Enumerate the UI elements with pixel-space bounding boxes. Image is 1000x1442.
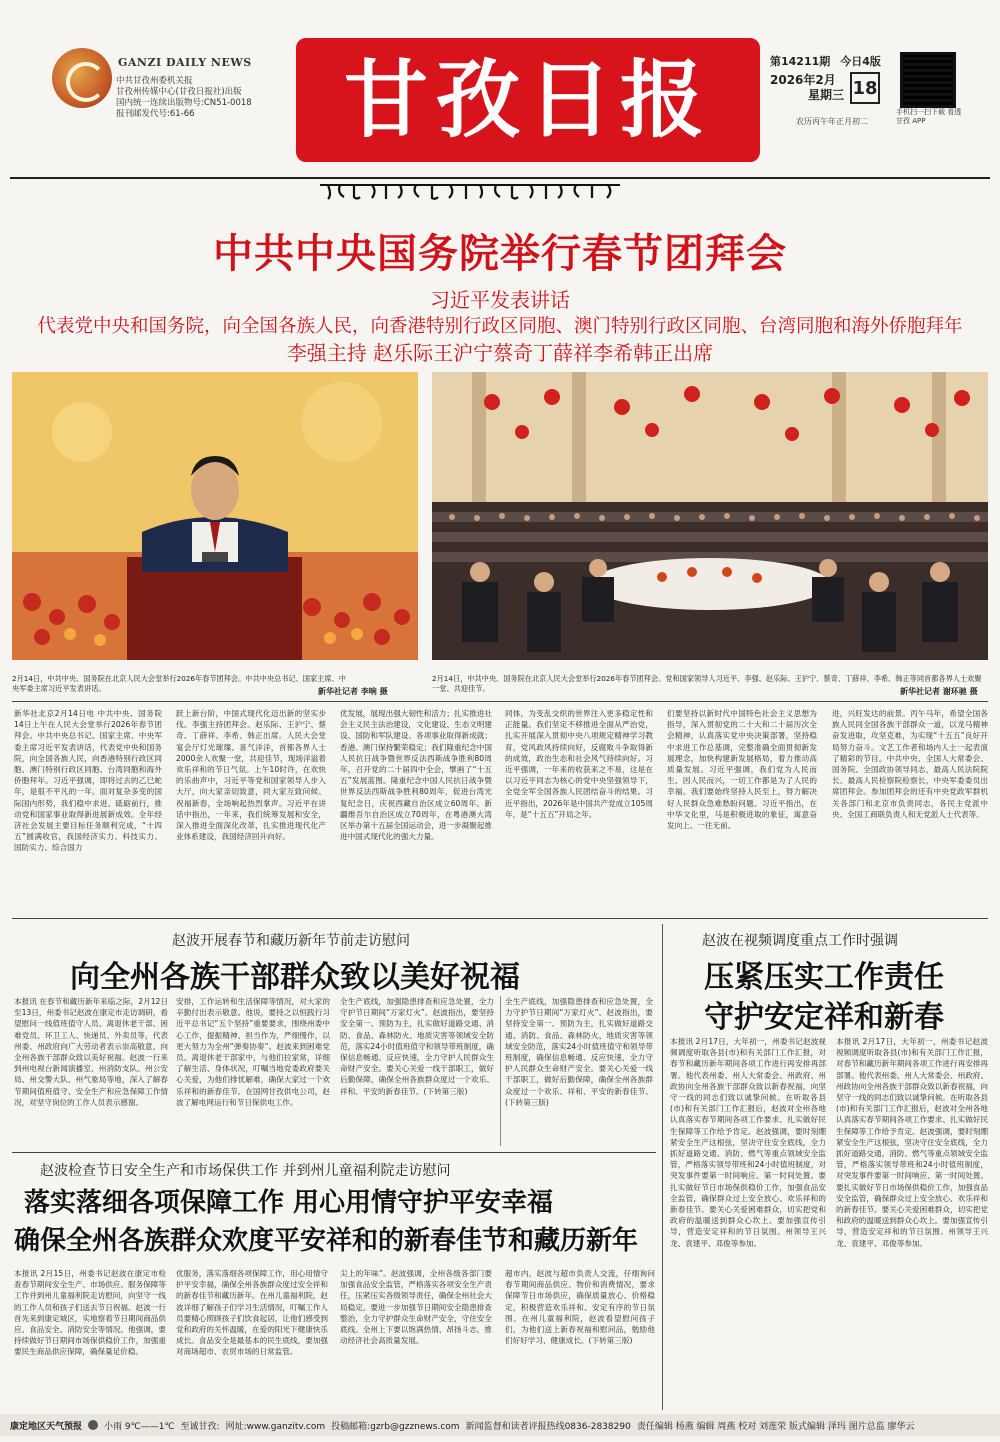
lead-photo-gathering [432,372,988,660]
website-link[interactable]: 网址:www.ganzitv.com [225,1421,326,1432]
section-rule [12,701,988,702]
story4-body-col3: 尖上的年味”。赵波强调，全州各级各部门要加强食品安全监管，严格落实各项安全生产责任，压紧压实各级领导责任，确保全州社会大局稳定。要进一步加强节日期间安全隐患排查整治，全力守护群众生命财产安全，守住安全底线。全州上下要以饱满热情、昂扬斗志，推动经济社会高质量发展。 [340,1269,492,1346]
lead-subhead-3: 李强主持 赵乐际王沪宁蔡奇丁薛祥李希韩正出席 [286,341,714,365]
story4-body-col2: 优服务，落实落细各项保障工作，用心用情守护平安幸福，确保全州各族群众度过安全祥和的新春佳节和藏历新年。在州儿童福利院，赵波详细了解孩子们学习生活情况，叮嘱工作人员要精心照顾孩子们饮食起居，让他们感受到党和政府的关怀温暖，在爱的阳光下健康快乐成长。食品安全是最基本的民生底线，要加强对商场超市、农贸市场的日常监管。 [176,1269,328,1357]
nameplate-text: 甘孜日报 [343,50,712,149]
lead-subhead: 习近平发表讲话 [430,288,570,312]
lead-body-col5: 们要坚持以新时代中国特色社会主义思想为指导，深入贯彻党的二十大和二十届历次全会精神，认真落实党中央决策部署，坚持稳中求进工作总基调，完整准确全面贯彻新发展理念，加快构建新发展格局，着力推动高质量发展。习近平强调，我们党为人民而生、因人民而兴，一切工作都是为了人民的幸福。我们要始终坚持人民至上，努力解决好人民群众急难愁盼问题。习近平指出，在中华文化里，马是积极进取的象征，寓意奋发向上、一往无前。 [667,709,817,831]
story2-body-col4: 全生产底线，加强隐患排查和应急处置，全力守护节日期间“万家灯火”。赵波指出，要坚持安全第一、预防为主，扎实做好道路交通、消防、食品、森林防火、地质灾害等领域安全防范，落实24小时值班值守和领导带班制度，确保信息畅通、反应快速，全力守护人民群众生命财产安全。要关心关爱一线干部职工，做好后勤保障，确保全州各族群众度过一个欢乐、祥和、平安的新春佳节。(下转第三版) [505,997,653,1107]
story4-kicker: 赵波检查节日安全生产和市场保供工作 并到州儿童福利院走访慰问 [40,1163,451,1179]
page-count: 今日4版 [840,55,881,68]
issue-date: 2026年2月 [770,73,836,87]
story3-title-2: 守护安定祥和新春 [704,1000,944,1035]
lunar-date: 农历丙午年正月初二 [796,117,868,126]
photo2-caption: 2月14日，中共中央、国务院在北京人民大会堂举行2026年春节团拜会。党和国家领导人习近平、李强、赵乐际、王沪宁、蔡奇、丁薛祥、李希、韩正等同首都各界人士欢聚一堂、共迎佳节。 [432,674,982,693]
story2-body-col3: 全生产底线，加强隐患排查和应急处置，全力守护节日期间“万家灯火”。赵波指出，要坚持安全第一、预防为主，扎实做好道路交通、消防、食品、森林防火、地质灾害等领域安全防范，落实24小时值班值守和领导带班制度，确保信息畅通、反应快速，全力守护人民群众生命财产安全。要关心关爱一线干部职工，做好后勤保障，确保全州各族群众度过一个欢乐、祥和、平安的新春佳节。(下转第三版) [340,997,494,1096]
qr-code-icon[interactable] [900,52,956,108]
lead-headline: 中共中央国务院举行春节团拜会 [213,231,787,277]
publisher-line: 中共甘孜州委机关报 [116,76,193,86]
story2-kicker: 赵波开展春节和藏历新年节前走访慰问 [172,933,410,949]
paper-english-name: GANZI DAILY NEWS [118,56,252,69]
story4-body-col1: 本报讯 2月15日，州委书记赵波在康定市检查春节期间安全生产、市场供应、服务保障等工作并到州儿童福利院走访慰问，向坚守一线的工作人员和孩子们送去节日祝福。赵波一行首先来到康定城区，实地察看节日期间商品供应、食品安全、消防安全等情况。他强调，要持续做好节日期间市场保供稳价工作，加强重要民生商品供应保障，确保量足价稳。 [14,1269,166,1357]
publisher-line: 甘孜州传媒中心(甘孜日报社)出版 [116,87,242,97]
qr-caption: 手机扫一扫下载 看透甘孜 APP [896,108,962,125]
column-rule [662,924,663,1410]
story3-kicker: 赵波在视频调度重点工作时强调 [702,933,898,949]
section-rule [12,1152,656,1153]
column-rule [500,996,501,1146]
photo1-caption: 2月14日，中共中央、国务院在北京人民大会堂举行2026年春节团拜会。中共中央总书记、国家主席、中央军委主席习近平发表讲话。 [12,674,346,693]
lead-body-col4: 同体，为变乱交织的世界注入更多稳定性和正能量。我们坚定不移推进全面从严治党，扎实开展深入贯彻中央八项规定精神学习教育，党风政风持续向好，反腐败斗争取得新的成效，政治生态和社会风气持续向好。习近平强调，一年来的收获来之不易，这是在以习近平同志为核心的党中央坚强领导下，全党全军全国各族人民团结奋斗的结果。习近平指出，2026年是中国共产党成立105周年，是“十五五”开局之年。 [505,709,653,819]
issue-number: 第14211期 [770,55,831,68]
lead-body-col2: 跃上新台阶，中国式现代化迈出新的坚实步伐。李强主持团拜会。赵乐际、王沪宁、蔡奇、丁薛祥、李希、韩正出席。人民大会堂宴会厅灯光璀璨、喜气洋洋，首都各界人士2000余人欢聚一堂，共迎佳节，现场洋溢着欢乐祥和的节日气氛。上午10时许，在欢快的乐曲声中，习近平等党和国家领导人步入大厅，向大家亲切致意，同大家互致问候、祝福新春，全场响起热烈掌声。习近平在讲话中指出，一年来，我们统筹发展和安全，深入推进全面深化改革，扎实推进现代化产业体系建设，我国经济回升向好。 [176,709,326,842]
lead-photo-speech [12,372,418,660]
story3-title-1: 压紧压实工作责任 [704,960,944,995]
story2-body-col2: 安排，工作运转和生活保障等情况，对大家的辛勤付出表示敬意。他说，要持之以恒践行习近平总书记“五个坚持”重要要求，围绕州委中心工作，提振精神、担当作为，严细慢作，以更大努力为全州“弹奏协奏”。赵波来到困难党员、离退休老干部家中，与他们拉家常，详细了解生活、身体状况，叮嘱当地党委政府要关心关爱，为他们排忧解难，确保大家过一个欢乐祥和的新春佳节。在国网甘孜供电公司，赵波了解电网运行和节日保供电工作。 [176,997,330,1107]
story4-title-1: 落实落细各项保障工作 用心用情守护平安幸福 [24,1188,554,1218]
paper-logo [52,48,112,108]
tibetan-nameplate [320,180,620,202]
photo1-credit: 新华社记者 李响 摄 [318,687,388,696]
editor-credits: 责任编辑 杨燕 编辑 周燕 校对 刘莲荣 版式编辑 泽玛 图片总监 廖华云 [636,1421,915,1432]
photo2-credit: 新华社记者 谢环驰 摄 [900,687,978,696]
lead-body-col1: 新华社北京2月14日电 中共中央、国务院14日上午在人民大会堂举行2026年春节团拜会。中共中央总书记、国家主席、中央军委主席习近平发表讲话，代表党中央和国务院，向全国各族人民，向香港特别行政区同胞、澳门特别行政区同胞、台湾同胞和海外侨胞拜年。习近平强调，即将过去的乙巳蛇年，是很不平凡的一年。面对复杂多变的国际国内形势，我们稳中求进、砥砺前行，推动党和国家事业取得新进展新成效。全年经济社会发展主要目标任务顺利完成，“十四五”圆满收官，我国经济实力、科技实力、国防实力、综合国力 [14,709,162,853]
tibetan-script-icon [320,180,620,202]
story4-title-2: 确保全州各族群众欢度平安祥和的新春佳节和藏历新年 [14,1226,639,1256]
publisher-info [116,76,252,120]
masthead-rule [10,177,990,179]
app-label: 至诚甘孜: [180,1421,220,1432]
issue-weekday: 星期三 [808,88,845,102]
lead-body-col3: 优发展，展现出强大韧性和活力；扎实推进社会主义民主法治建设，文化建设、生态文明建设、国防和军队建设、各项事业取得新成就；香港、澳门保持繁荣稳定；我们隆重纪念中国人民抗日战争暨世界反法西斯战争胜利80周年，召开党的二十届四中全会，擘画了“十五五”发展蓝图。隆重纪念中国人民抗日战争暨世界反法西斯战争胜利80周年，促进台湾光复纪念日，庆祝西藏自治区成立60周年、新疆维吾尔自治区成立70周年，在粤港澳大湾区举办第十五届全国运动会，进一步凝聚起推进中国式现代化的强大力量。 [340,709,492,842]
story2-body-col1: 本报讯 在春节和藏历新年来临之际，2月12日至13日，州委书记赵波在康定市走访调研，看望慰问一线值班值守人员、离退休老干部、困难党员、环卫工人、快递员、外卖员等，代表州委、州政府向广大劳动者表示崇高敬意，向全州各族干部群众致以美好祝福。赵波一行来到州电视台新闻演播室、州消防支队、州公安局、州交警大队、州气象局等地，深入了解春节期间值班值守、安全生产和应急保障工作情况，对坚守岗位的工作人员表示感谢。 [14,997,168,1107]
weather-icon [88,1420,98,1430]
page-footer [0,1414,1000,1436]
email-link[interactable]: 投稿邮箱:gzrb@gzznews.com [331,1421,460,1432]
report-hotline: 新闻监督和读者评报热线0836-2838290 [465,1421,631,1432]
lead-body-col6: 进，兴旺发达的前景。丙午马年，希望全国各族人民同全国各族干部群众一道，以龙马精神奋发进取，攻坚克难，为实现“十五五”良好开局努力奋斗。文艺工作者和场内人士一起表演了精彩的节目。中共中央、全国人大常委会、国务院、全国政协领导同志，最高人民法院院长、最高人民检察院检察长，中央军委委员出席团拜会。参加团拜会的还有中央党政军群机关各部门和北京市负责同志，各民主党派中央、全国工商联负责人和无党派人士代表等。 [832,709,988,819]
weather-forecast: 小雨 9℃——1℃ [104,1421,175,1432]
nameplate [296,38,760,162]
story4-body-col4: 超市内，赵波与超市负责人交流，仔细询问春节期间商品供应、物价和消费情况，要求保障节日市场供应，确保质量放心、价格稳定，积极营造欢乐祥和、安定有序的节日氛围。在州儿童福利院，赵波看望慰问孩子们，为他们送上新春祝福和慰问品，勉励他们好好学习、健康成长。(下转第三版) [505,1269,655,1346]
issue-info [770,53,881,104]
lead-subhead-2: 代表党中央和国务院，向全国各族人民，向香港特别行政区同胞、澳门特别行政区同胞、台湾同胞和海外侨胞拜年 [37,316,963,337]
section-rule [12,918,988,919]
story2-title: 向全州各族干部群众致以美好祝福 [70,960,520,995]
story3-body-col1: 本报讯 2月17日，大年初一，州委书记赵波视频调度听取各县(市)和有关部门工作汇报，对春节和藏历新年期间各项工作进行再安排再部署。他代表州委、州人大常委会、州政府、州政协向全州各族干部群众致以新春祝福，向坚守一线的同志们致以诚挚问候。在听取各县(市)和有关部门工作汇报后，赵波对全州各地认真落实春节期间各项工作要求、扎实做好民生保障等工作给予肯定。赵波强调，要时刻绷紧安全生产这根弦，坚决守住安全底线，全力抓好道路交通、消防、燃气等重点领域安全监管，严格落实领导带班和24小时值班制度，对突发事件要第一时间响应、第一时间处置。要扎实做好节日市场保供稳价工作，加强食品安全监管，确保群众过上安全放心、欢乐祥和的新春佳节。要关心关爱困难群众，切实把党和政府的温暖送到群众心坎上。要加强宣传引导，营造安定祥和的节日氛围。州领导王兴龙、袁建平、邓俊等参加。 [670,1037,826,1248]
issue-day: 18 [850,72,880,104]
weather-label: 康定地区天气预报 [10,1421,83,1432]
publisher-line: 报刊邮发代号:61-66 [116,109,195,119]
story3-body-col2: 本报讯 2月17日，大年初一，州委书记赵波视频调度听取各县(市)和有关部门工作汇报，对春节和藏历新年期间各项工作进行再安排再部署。他代表州委、州人大常委会、州政府、州政协向全州各族干部群众致以新春祝福，向坚守一线的同志们致以诚挚问候。在听取各县(市)和有关部门工作汇报后，赵波对全州各地认真落实春节期间各项工作要求、扎实做好民生保障等工作给予肯定。赵波强调，要时刻绷紧安全生产这根弦，坚决守住安全底线，全力抓好道路交通、消防、燃气等重点领域安全监管，严格落实领导带班和24小时值班制度，对突发事件要第一时间响应、第一时间处置。要扎实做好节日市场保供稳价工作，加强食品安全监管，确保群众过上安全放心、欢乐祥和的新春佳节。要关心关爱困难群众，切实把党和政府的温暖送到群众心坎上。要加强宣传引导，营造安定祥和的节日氛围。州领导王兴龙、袁建平、邓俊等参加。 [836,1037,988,1248]
publisher-line: 国内统一连续出版物号:CN51-0018 [116,98,252,108]
